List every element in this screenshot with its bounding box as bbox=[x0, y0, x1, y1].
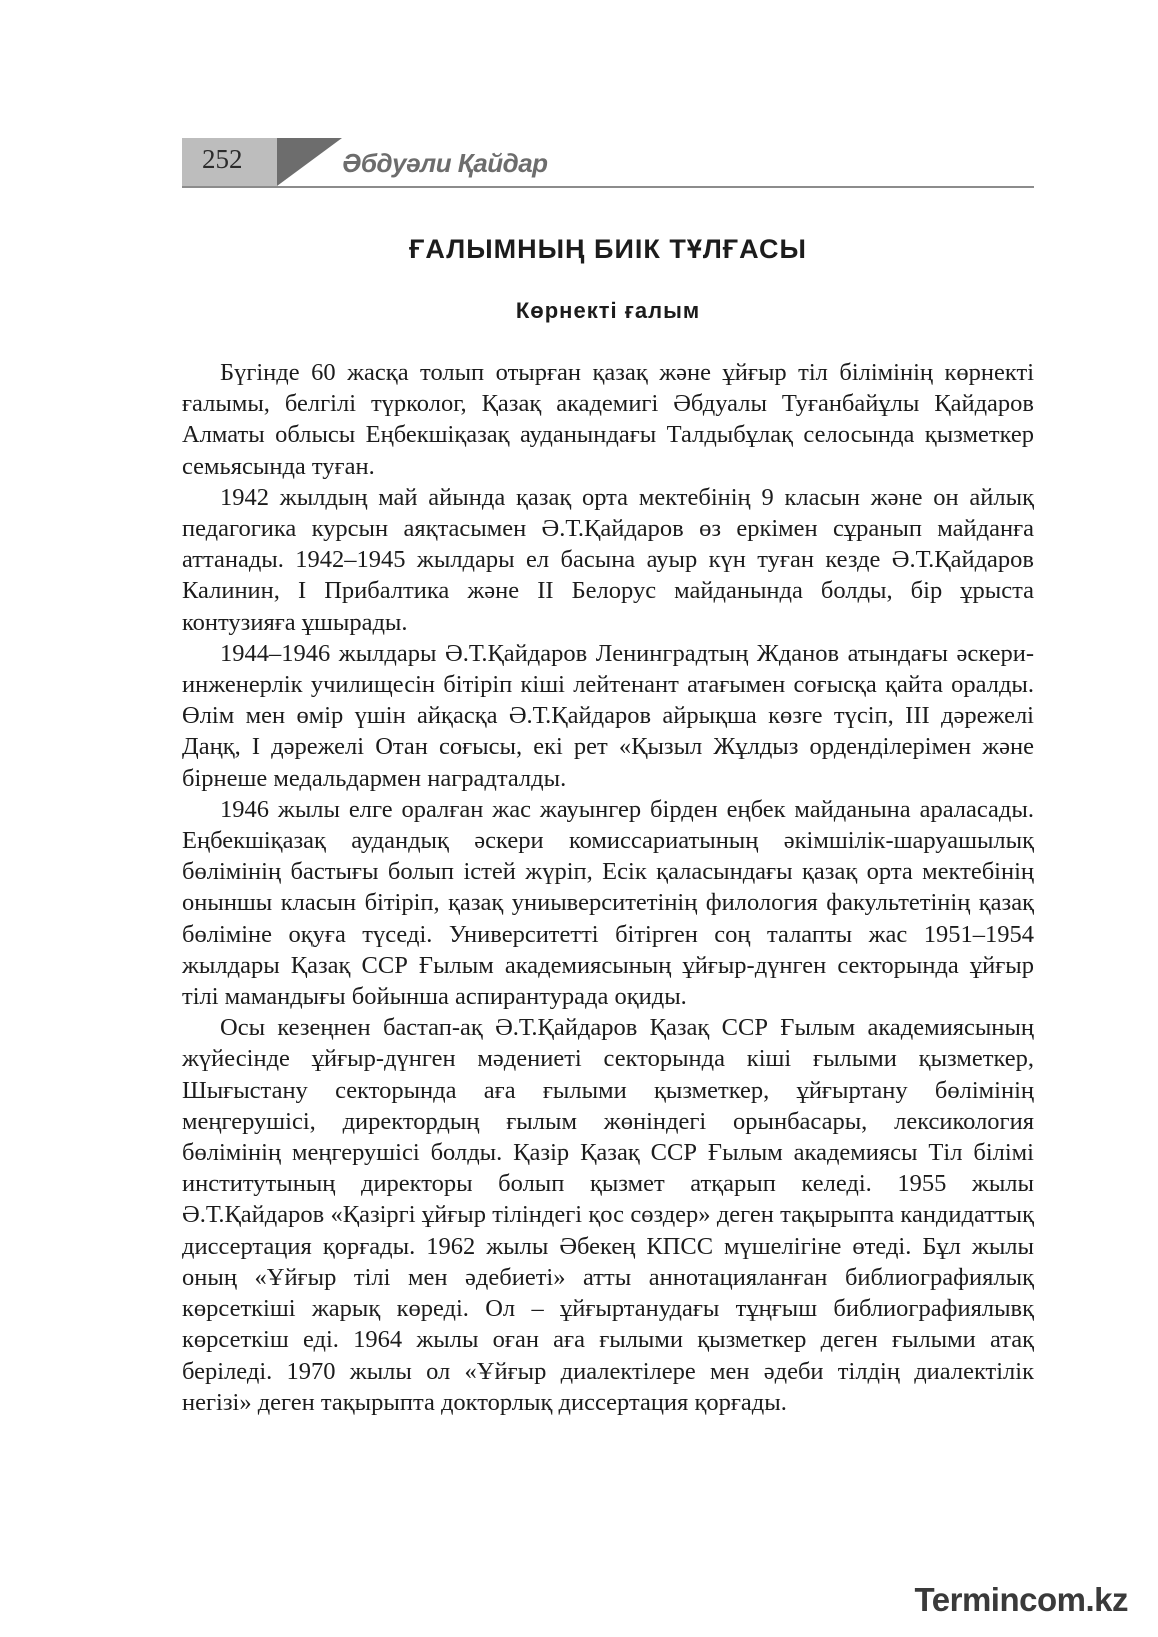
page-number: 252 bbox=[202, 144, 243, 174]
header-arrow-decoration bbox=[277, 138, 342, 186]
paragraph: 1942 жылдың май айында қазақ орта мектебінің 9 класын және он айлық педагогика курсын аяқтасымен Ә.Т.Қайдаров өз еркімен сұранып майданға аттанады. 1942–1945 жылдары ел басына ауыр күн туған кезде Ә.Т.Қайдаров Калинин, І Прибалтика және ІІ Белорус майданында болды, бір ұрыста контузияға ұшырады. bbox=[182, 483, 1034, 636]
paragraph: Осы кезеңнен бастап-ақ Ә.Т.Қайдаров Қазақ ССР Ғылым академиясының жүйесінде ұйғыр-дүнген мәдениеті секторында кіші ғылыми қызметкер, Шығыстану секторында аға ғылыми қызметкер, ұйғыртану бөлімінің меңгерушісі, директордың ғылым жөніндегі орынбасары, лексикология бөлімінің меңгерушісі болды. Қазір Қазақ ССР Ғылым академиясы Тіл білімі институтының директоры болып қызмет атқарып келеді. 1955 жылы Ә.Т.Қайдаров «Қазіргі ұйғыр тіліндегі қос сөздер» деген тақырыпта кандидаттық диссертация қорғады. 1962 жылы Әбекең КПСС мүшелігіне өтеді. Бұл жылы оның «Ұйғыр тілі мен әдебиеті» атты аннотацияланған библиографиялық көрсеткіші жарық көреді. Ол – ұйғыртанудағы тұңғыш библиографиялывқ көрсеткіш еді. 1964 жылы оған аға ғылыми қызметкер деген ғылыми атақ беріледі. 1970 жылы ол «Ұйғыр диалектілере мен әдеби тілдің диалектілік негізі» деген тақырыпта докторлық диссертация қорғады. bbox=[182, 1014, 1034, 1416]
page-number-tab bbox=[182, 138, 277, 186]
paragraph: 1944–1946 жылдары Ә.Т.Қайдаров Ленинградтың Жданов атындағы әскери-инженерлік училищесін бітіріп кіші лейтенант атағымен соғысқа қайта оралды. Өлім мен өмір үшін айқасқа Ә.Т.Қайдаров айрықша көзге түсіп, ІІІ дәрежелі Даңқ, І дәрежелі Отан соғысы, екі рет «Қызыл Жұлдыз орденділерімен және бірнеше медальдармен наградталды. bbox=[182, 639, 1034, 792]
paragraph: 1946 жылы елге оралған жас жауынгер бірден еңбек майданына араласады. Еңбекшіқазақ аудандық әскери комиссариатының әкімшілік-шаруашылық бөлімінің бастығы болып істей жүріп, Есік қаласындағы қазақ орта мектебінің оныншы класын бітіріп, қазақ униыверситетінің филология факультетінің қазақ бөліміне оқуға түседі. Университетті бітірген соң талапты жас 1951–1954 жылдары Қазақ ССР Ғылым академиясының ұйғыр-дүнген секторында ұйғыр тілі мамандығы бойынша аспирантурада оқиды. bbox=[182, 795, 1034, 1011]
paragraph: Бүгінде 60 жасқа толып отырған қазақ және ұйғыр тіл білімінің көрнекті ғалымы, белгілі түрколог, Қазақ академигі Әбдуалы Туғанбайұлы Қайдаров Алматы облысы Еңбекшіқазақ ауданындағы Талдыбұлақ селосында қызметкер семьясында туған. bbox=[182, 359, 1034, 480]
chapter-title: ҒАЛЫМНЫҢ БИІК ТҰЛҒАСЫ bbox=[409, 234, 807, 264]
running-title: Әбдуәли Қайдар bbox=[342, 148, 548, 178]
header-divider bbox=[182, 186, 1034, 188]
article-body bbox=[182, 357, 1034, 1418]
section-subtitle: Көрнекті ғалым bbox=[515, 298, 701, 323]
site-watermark: Termincom.kz bbox=[914, 1581, 1128, 1618]
running-header bbox=[182, 138, 1034, 188]
